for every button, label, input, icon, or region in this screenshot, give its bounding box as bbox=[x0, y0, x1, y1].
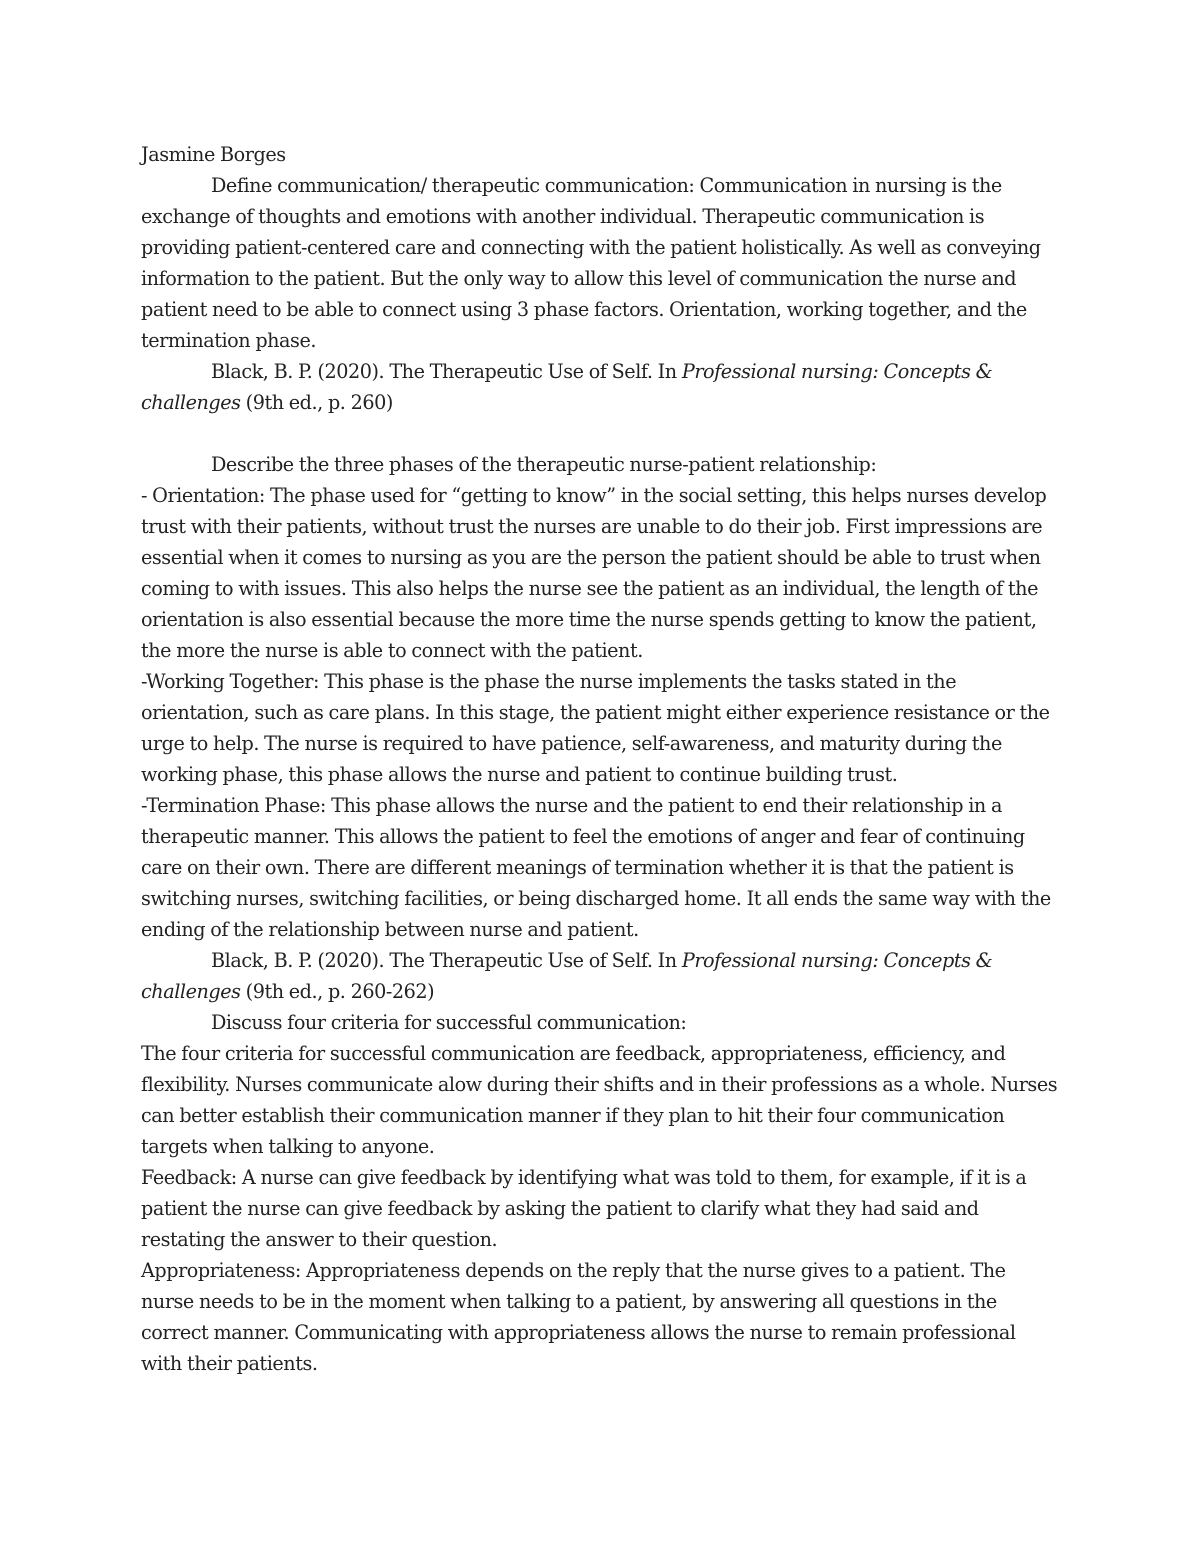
citation-2-book-title: Professional nursing: Concepts & challenges bbox=[141, 949, 993, 1003]
criteria-heading: Discuss four criteria for successful communication: bbox=[211, 1011, 687, 1034]
citation-1-before: Black, B. P. (2020). The Therapeutic Use of Self. In bbox=[211, 360, 682, 383]
definition-paragraph: Define communication/ therapeutic communication: Communication in nursing is the exchange of thoughts and emotions with another individual. Therapeutic communication is providing patient-centered care and connecting with the patient holistically. As well as conveying information to the patient. But the only way to allow this level of communication the nurse and patient need to be able to connect using 3 phase factors. Orientation, working together, and the termination phase. bbox=[141, 174, 1041, 352]
blank-line bbox=[141, 418, 1061, 449]
criteria-intro-paragraph: The four criteria for successful communication are feedback, appropriateness, efficiency, and flexibility. Nurses communicate alow during their shifts and in their professions as a whole. Nurses can better establish their communication manner if they plan to hit their four communication targets when talking to anyone. bbox=[141, 1042, 1058, 1158]
appropriateness-paragraph: Appropriateness: Appropriateness depends on the reply that the nurse gives to a patient. The nurse needs to be in the moment when talking to a patient, by answering all questions in the correct manner. Communicating with appropriateness allows the nurse to remain professional with their patients. bbox=[141, 1259, 1016, 1375]
citation-1-after: (9th ed., p. 260) bbox=[240, 391, 393, 414]
orientation-paragraph: - Orientation: The phase used for “getting to know” in the social setting, this helps nurses develop trust with their patients, without trust the nurses are unable to do their job. First impressions are essential when it comes to nursing as you are the person the patient should be able to trust when coming to with issues. This also helps the nurse see the patient as an individual, the length of the orientation is also essential because the more time the nurse spends getting to know the patient, the more the nurse is able to connect with the patient. bbox=[141, 484, 1047, 662]
citation-2-after: (9th ed., p. 260-262) bbox=[240, 980, 435, 1003]
citation-1-book-title: Professional nursing: Concepts & challenges bbox=[141, 360, 993, 414]
citation-2-before: Black, B. P. (2020). The Therapeutic Use of Self. In bbox=[211, 949, 682, 972]
author-name: Jasmine Borges bbox=[141, 143, 286, 166]
phases-heading: Describe the three phases of the therapeutic nurse-patient relationship: bbox=[211, 453, 877, 476]
citation-2 bbox=[141, 945, 1061, 1007]
working-together-paragraph: -Working Together: This phase is the phase the nurse implements the tasks stated in the orientation, such as care plans. In this stage, the patient might either experience resistance or the urge to help. The nurse is required to have patience, self-awareness, and maturity during the working phase, this phase allows the nurse and patient to continue building trust. bbox=[141, 670, 1050, 786]
feedback-paragraph: Feedback: A nurse can give feedback by identifying what was told to them, for example, if it is a patient the nurse can give feedback by asking the patient to clarify what they had said and restating the answer to their question. bbox=[141, 1166, 1027, 1251]
termination-paragraph: -Termination Phase: This phase allows the nurse and the patient to end their relationship in a therapeutic manner. This allows the patient to feel the emotions of anger and fear of continuing care on their own. There are different meanings of termination whether it is that the patient is switching nurses, switching facilities, or being discharged home. It all ends the same way with the ending of the relationship between nurse and patient. bbox=[141, 794, 1051, 941]
citation-1 bbox=[141, 356, 1061, 418]
document-body bbox=[141, 139, 1061, 1379]
